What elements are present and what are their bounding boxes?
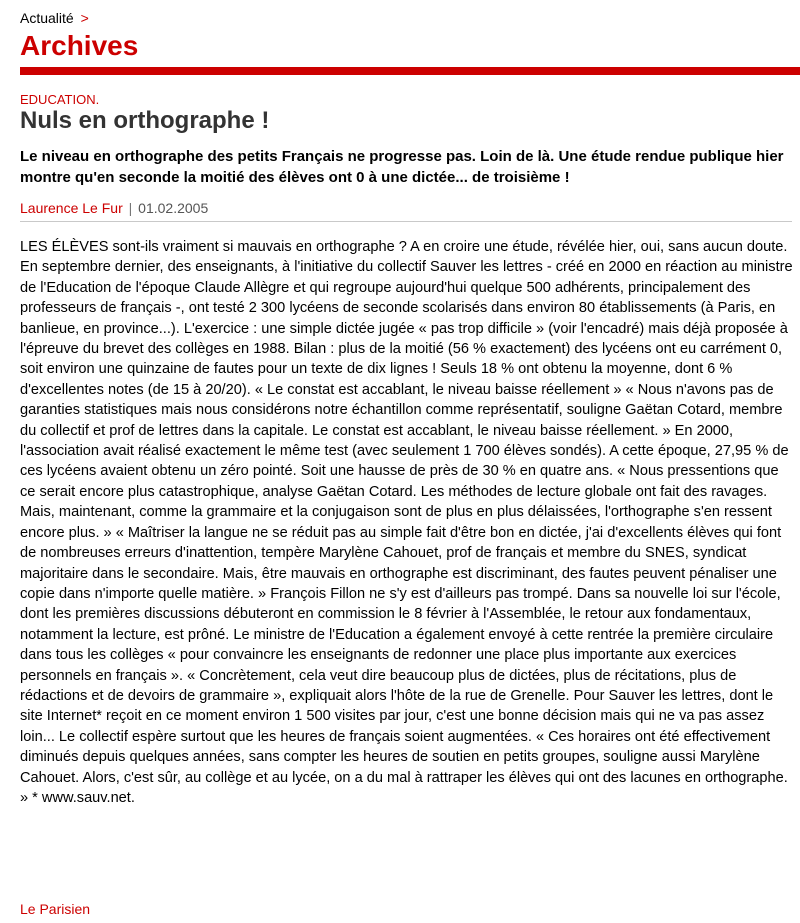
breadcrumb-separator: >: [80, 10, 89, 26]
breadcrumb-link-actualite[interactable]: Actualité: [20, 10, 74, 26]
breadcrumb: [20, 10, 89, 26]
byline-separator: |: [128, 200, 133, 216]
article-body: LES ÉLÈVES sont-ils vraiment si mauvais en orthographe ? A en croire une étude, révélée hier, oui, sans aucun doute. En septembre dernier, des enseignants, à l'initiative du collectif Sauver les lettres - créé en 2000 en réaction au ministre de l'Education de l'époque Claude Allègre et qui regroupe aujourd'hui quelque 500 adhérents, principalement des professeurs de français -, ont testé 2 300 lycéens de seconde scolarisés dans environ 80 établissements (à Paris, en banlieue, en province...). L'exercice : une simple dictée jugée « pas trop difficile » (voir l'encadré) mais déjà proposée à l'épreuve du brevet des collèges en 1988. Bilan : plus de la moitié (56 % exactement) des lycéens ont eu carrément 0, soit environ une quinzaine de fautes pour un texte de dix lignes ! Seuls 18 % ont obtenu la moyenne, dont 6 % d'excellentes notes (de 15 à 20/20). « Le constat est accablant, le niveau baisse réellement » « Nous n'avons pas de garanties statistiques mais nous considérons notre échantillon comme représentatif, souligne Gaëtan Cotard, membre du collectif et prof de lettres dans la capitale. Le constat est accablant, le niveau baisse réellement. » En 2000, l'association avait réalisé exactement le même test (avec seulement 1 700 élèves sondés). A cette époque, 27,95 % de ces lycéens avaient obtenu un zéro pointé. Soit une hausse de près de 30 % en quatre ans. « Nous pressentions que ce serait encore plus catastrophique, analyse Gaëtan Cotard. Les méthodes de lecture globale ont fait des ravages. Mais, maintenant, comme la grammaire et la conjugaison sont de plus en plus délaissées, l'orthographe s'en ressent encore plus. » « Maîtriser la langue ne se réduit pas au simple fait d'être bon en dictée, j'ai d'excellents élèves qui font de nombreuses erreurs d'inattention, tempère Marylène Cahouet, prof de français et membre du SNES, syndicat majoritaire dans le secondaire. Mais, être mauvais en orthographe est discriminant, des fautes peuvent pénaliser une copie dans n'importe quelle matière. » François Fillon ne s'y est d'ailleurs pas trompé. Dans sa nouvelle loi sur l'école, dont les premières discussions débuteront en commission le 8 février à l'Assemblée, le retour aux fondamentaux, notamment la lecture, est prôné. Le ministre de l'Education a également envoyé à cette rentrée la première circulaire dans tous les collèges « pour convaincre les enseignants de redonner une place plus importante aux exercices personnels en français ». « Concrètement, cela veut dire beaucoup plus de dictées, plus de récitations, plus de rédactions et de devoirs de grammaire », expliquait alors l'hôte de la rue de Grenelle. Pour Sauver les lettres, dont le site Internet* reçoit en ce moment environ 1 500 visites par jour, c'est une bonne décision mais qui ne va pas assez loin... Le collectif espère surtout que les heures de français soient augmentées. « Ces horaires ont été effectivement diminués depuis quelques années, sans compter les heures de soutien en petits groupes, souligne aussi Marylène Cahouet. Alors, c'est sûr, au collège et au lycée, on a du mal à rattraper les élèves qui ont des lacunes en orthographe. » * www.sauv.net.: [20, 239, 793, 806]
article-byline: [20, 200, 208, 216]
article-lede: Le niveau en orthographe des petits Français ne progresse pas. Loin de là. Une étude rendue publique hier montre qu'en seconde la moitié des élèves ont 0 à une dictée... de troisième !: [20, 148, 784, 186]
section-title: Archives: [20, 30, 139, 61]
byline-divider: [20, 221, 792, 222]
article-headline: Nuls en orthographe !: [20, 107, 270, 134]
article-date: 01.02.2005: [138, 200, 209, 216]
article-author: Laurence Le Fur: [20, 200, 123, 216]
section-title-rule: [20, 67, 800, 75]
article-category: EDUCATION.: [20, 92, 100, 107]
article-source: Le Parisien: [20, 901, 91, 917]
